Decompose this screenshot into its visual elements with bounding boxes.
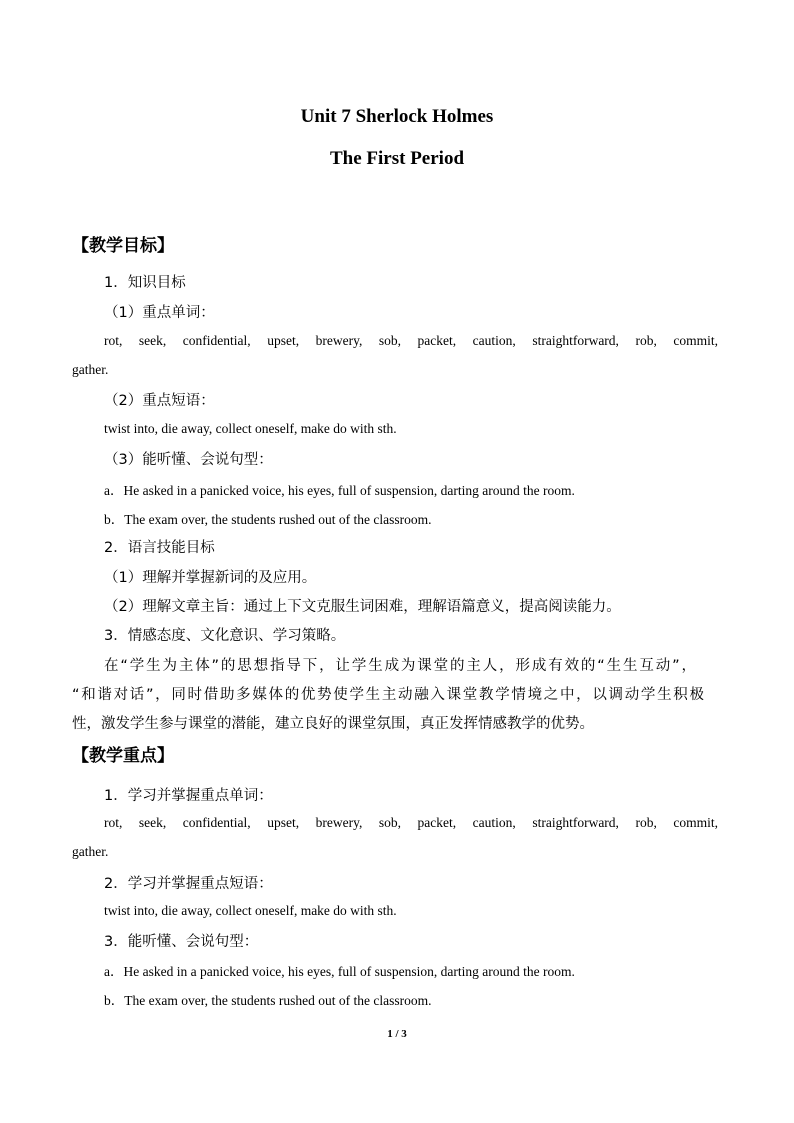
sentence-patterns-label: （3）能听懂、会说句型： xyxy=(104,452,273,468)
key-point-words: 1．学习并掌握重点单词： xyxy=(104,788,273,804)
paragraph-line1: 在“学生为主体”的思想指导下，让学生成为课堂的主人，形成有效的“生生互动”， xyxy=(104,658,696,674)
key-phrases: twist into, die away, collect oneself, make do with sth. xyxy=(104,421,397,436)
key-words-label: （1）重点单词： xyxy=(104,305,215,321)
key-point-phrases: twist into, die away, collect oneself, make do with sth. xyxy=(104,903,397,918)
document-subtitle: The First Period xyxy=(329,148,465,169)
key-point-words-line1: rot, seek, confidential, upset, brewery, sob, packet, caution, straightforward, rob, commit, xyxy=(104,815,718,830)
objective-knowledge: 1．知识目标 xyxy=(104,275,186,291)
sentence-a: a．He asked in a panicked voice, his eyes, full of suspension, darting around the room. xyxy=(104,483,575,498)
key-point-sentence-b: b．The exam over, the students rushed out of the classroom. xyxy=(104,993,432,1008)
skill-2: （2）理解文章主旨：通过上下文克服生词困难，理解语篇意义，提高阅读能力。 xyxy=(104,599,621,615)
document-title: Unit 7 Sherlock Holmes xyxy=(300,106,494,127)
section-heading-key-points: 【教学重点】 xyxy=(72,746,174,766)
key-point-words-line2: gather. xyxy=(72,844,109,859)
sentence-b: b．The exam over, the students rushed out of the classroom. xyxy=(104,512,432,527)
skill-1: （1）理解并掌握新词的及应用。 xyxy=(104,570,317,586)
key-words-line2: gather. xyxy=(72,362,109,377)
page-number: 1 / 3 xyxy=(387,1028,407,1040)
key-words-line1: rot, seek, confidential, upset, brewery, sob, packet, caution, straightforward, rob, commit, xyxy=(104,333,718,348)
paragraph-line3: 性，激发学生参与课堂的潜能，建立良好的课堂氛围，真正发挥情感教学的优势。 xyxy=(72,716,594,732)
objective-emotion-culture: 3．情感态度、文化意识、学习策略。 xyxy=(104,628,346,644)
objective-language-skills: 2．语言技能目标 xyxy=(104,540,215,556)
section-heading-objectives: 【教学目标】 xyxy=(72,236,174,256)
key-point-phrases-label: 2．学习并掌握重点短语： xyxy=(104,876,273,892)
key-phrases-label: （2）重点短语： xyxy=(104,393,215,409)
key-point-sentence-a: a．He asked in a panicked voice, his eyes, full of suspension, darting around the room. xyxy=(104,964,575,979)
paragraph-line2: “和谐对话”，同时借助多媒体的优势使学生主动融入课堂教学情境之中，以调动学生积极 xyxy=(72,687,704,703)
key-point-sentences-label: 3．能听懂、会说句型： xyxy=(104,934,259,950)
